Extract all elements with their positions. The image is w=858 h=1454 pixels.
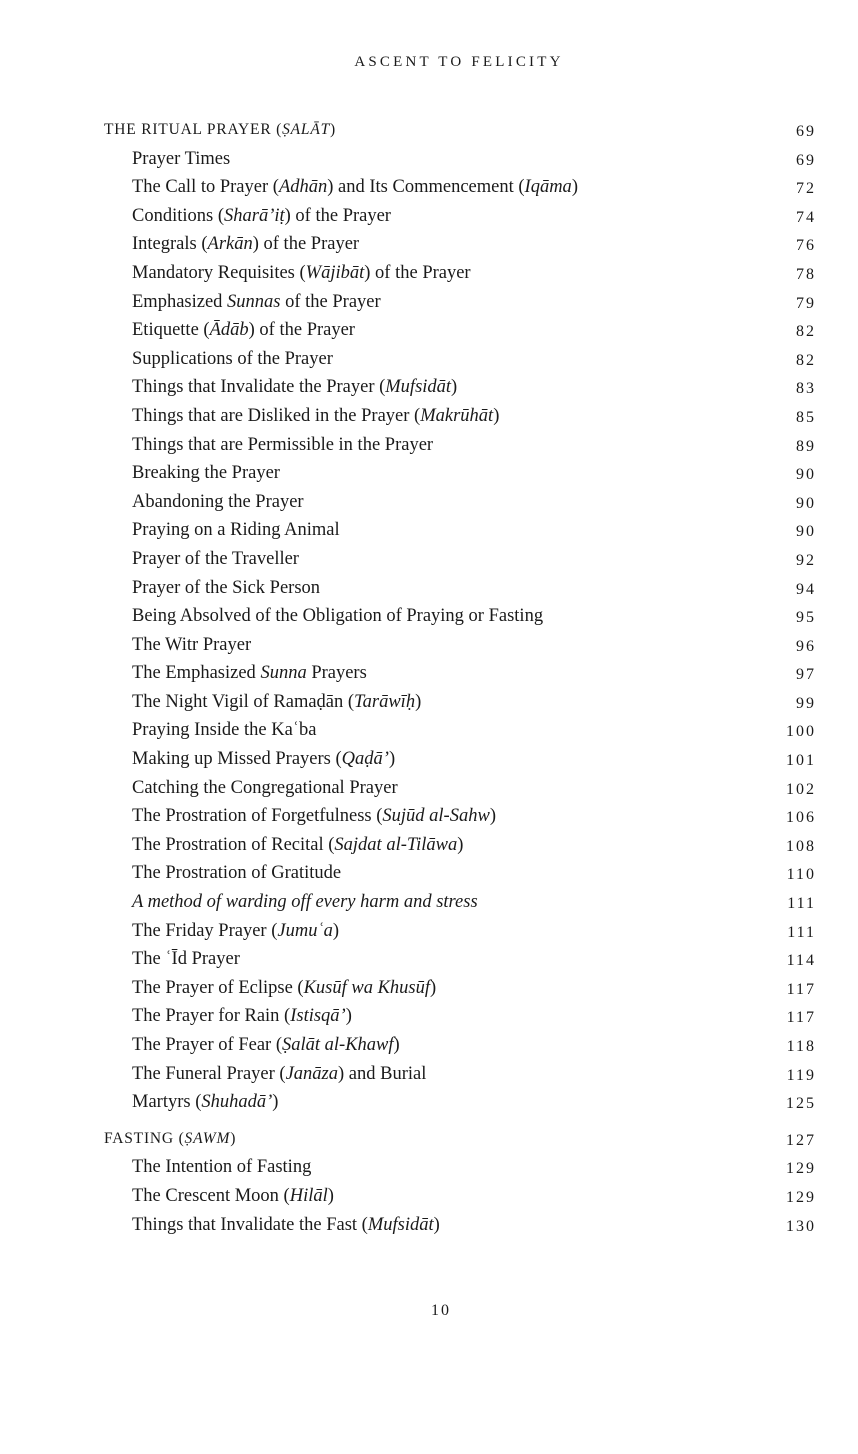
toc-page-number: 130 [786,1217,816,1235]
italic-term: Sunna [260,663,307,684]
toc-entry [104,574,816,603]
toc-page-number: 90 [796,523,816,541]
title-text: ) [393,1035,400,1055]
toc-entry [104,516,816,545]
italic-term: ṢAWM [184,1129,231,1147]
title-text: ) [330,121,336,138]
title-text: ) [433,1214,440,1235]
title-text: ) [430,977,437,998]
toc-entry-title [132,230,359,259]
toc-page-number: 117 [786,1009,816,1027]
title-text: ) [272,1092,279,1113]
italic-term: Istisqā’ [290,1006,346,1027]
italic-term: Mufsidāt [385,377,452,398]
title-text: ) of the Prayer [364,262,471,283]
toc-page-number: 114 [786,952,816,970]
toc-page-number: 90 [796,494,816,512]
toc-page-number: 102 [786,780,816,798]
title-text: Things that are Permissible in the Prayer [132,434,434,455]
toc-page-number: 129 [786,1188,816,1206]
toc-page-number: 111 [787,895,816,913]
title-text: Things that Invalidate the Fast ( [132,1214,368,1235]
italic-term: Wājibāt [305,262,365,283]
title-text: ) [493,405,500,426]
toc-entry [104,716,816,745]
title-text: Martyrs ( [132,1092,202,1113]
italic-term: Tarāwīḥ [354,691,416,712]
title-text: The Funeral Prayer ( [132,1063,286,1084]
title-text: ) and Its Commencement ( [327,177,525,198]
toc-entry-title [132,1031,400,1060]
toc-entry-title [132,574,320,603]
title-text: ) [345,1006,352,1027]
toc-entry [104,945,816,974]
toc-entry-title [132,974,436,1003]
italic-term: Ṣalāt al-Khawf [282,1035,394,1055]
toc-entry [104,974,816,1003]
toc-page-number: 111 [787,923,816,941]
toc-entry-title [132,259,471,288]
toc-entry [104,316,816,345]
italic-term: Sunnas [227,291,281,312]
toc-page-number: 127 [786,1131,816,1149]
toc-page-number: 110 [786,866,816,884]
italic-term: Arkān [207,234,253,255]
toc-entry-title [132,316,355,345]
toc-page-number: 97 [796,666,816,684]
toc-entry [104,1153,816,1182]
title-text: Abandoning the Prayer [132,491,304,512]
toc-entry-title [132,859,341,888]
title-text: ) [415,691,422,712]
toc-page-number: 76 [796,237,816,255]
toc-entry [104,373,816,402]
toc-page-number: 89 [796,437,816,455]
toc-entry-title [132,945,240,974]
toc-entry-title [132,631,251,660]
toc-entry [104,1002,816,1031]
toc-entry [104,688,816,717]
toc-entry [104,917,816,946]
title-text: ) [230,1129,237,1147]
toc-page-number: 101 [786,752,816,770]
title-text: Integrals ( [132,234,208,255]
toc-entry-title [132,1182,334,1211]
toc-section-heading [104,1125,816,1154]
toc-entry-title [132,1153,311,1182]
italic-term: A method of warding off every harm and stress [132,892,478,913]
title-text: Catching the Congregational Prayer [132,777,398,798]
toc-entry [104,1088,816,1117]
title-text: ) [489,806,496,827]
toc-page-number: 83 [796,380,816,398]
title-text: ) [332,920,340,941]
title-text: The Prayer for Rain ( [132,1006,291,1027]
toc-entry [104,1182,816,1211]
italic-term: Jumuʿa [277,920,333,941]
toc-entry-title [132,774,398,803]
toc-entry-title [132,459,280,488]
toc-entry-title [132,1002,352,1031]
toc-page-number: 74 [796,208,816,226]
toc-entry-title [132,602,543,631]
toc-entry [104,288,816,317]
italic-term: Iqāma [524,177,572,198]
toc-entry [104,259,816,288]
toc-entry [104,631,816,660]
title-text: ) [388,749,396,770]
toc-entry [104,545,816,574]
toc-page-number: 99 [796,694,816,712]
italic-term: Mufsidāt [367,1214,434,1235]
title-text: THE RITUAL PRAYER ( [104,121,283,138]
toc-page-number: 108 [786,837,816,855]
toc-entry [104,145,816,174]
toc-entry-title [132,1211,440,1240]
toc-page-number: 96 [796,637,816,655]
title-text: Being Absolved of the Obligation of Praying or Fasting [132,606,544,627]
toc-page-number: 119 [786,1066,816,1084]
title-text: Praying Inside the Kaʿba [132,720,317,741]
running-head: ASCENT TO FELICITY [354,54,564,70]
title-text: Conditions ( [132,205,224,226]
title-text: Prayers [306,663,367,684]
toc-entry-title [104,116,336,145]
title-text: The Emphasized [132,663,261,684]
title-text: Breaking the Prayer [132,463,280,484]
italic-term: Sajdat al-Tilāwa [334,834,458,855]
toc-page-number: 72 [796,180,816,198]
italic-term: Qaḍā’ [341,749,389,770]
toc-entry [104,173,816,202]
title-text: Prayer Times [132,148,231,169]
toc-entry [104,1060,816,1089]
title-text: ) [571,177,578,198]
title-text: The Prayer of Eclipse ( [132,977,304,998]
toc-entry-title [132,145,230,174]
title-text: ) of the Prayer [252,234,360,255]
title-text: The Prostration of Forgetfulness ( [132,806,383,827]
title-text: of the Prayer [280,291,381,312]
title-text: The Intention of Fasting [132,1157,312,1178]
italic-term: Sujūd al-Sahw [382,806,490,827]
page-number: 10 [431,1302,451,1319]
toc-entry-title [132,402,499,431]
title-text: The Night Vigil of Ramaḍān ( [132,691,355,712]
toc-page-number: 85 [796,408,816,426]
italic-term: Ādāb [209,320,249,341]
toc-entry-title [132,716,316,745]
title-text: ) [457,834,464,855]
toc-entry-title [132,173,578,202]
toc-entry [104,745,816,774]
toc-entry-title [132,488,304,517]
toc-entry [104,459,816,488]
italic-term: Hilāl [289,1185,328,1206]
toc-entry-title [132,888,478,917]
title-text: The Crescent Moon ( [132,1185,290,1206]
toc-entry-title [132,688,421,717]
title-text: The Prostration of Gratitude [132,863,342,884]
italic-term: Kusūf wa Khusūf [303,977,431,998]
toc-entry-title [132,545,299,574]
toc-page-number: 95 [796,609,816,627]
toc-entry [104,888,816,917]
italic-term: Sharā’iṭ [224,205,285,226]
toc-entry [104,1211,816,1240]
toc-section-heading [104,116,816,145]
toc-entry-title [132,917,339,946]
toc-entry [104,431,816,460]
title-text: ) [451,377,458,398]
toc-page-number: 69 [796,123,816,140]
italic-term: Adhān [278,177,328,198]
italic-term: Makrūhāt [420,405,494,426]
toc-page-number: 129 [786,1160,816,1178]
toc-entry-title [132,345,333,374]
toc-entry-title [132,431,433,460]
toc-entry [104,1031,816,1060]
italic-term: ṢALĀT [282,121,331,138]
toc-entry [104,802,816,831]
toc-entry-title [132,516,340,545]
toc-page-number: 90 [796,466,816,484]
toc-page-number: 106 [786,809,816,827]
title-text: ) of the Prayer [248,320,355,341]
toc-page-number: 79 [796,294,816,312]
toc-entry-title [132,745,395,774]
title-text: ) [327,1185,334,1206]
toc-page-number: 117 [786,980,816,998]
toc-entry [104,230,816,259]
title-text: ) of the Prayer [284,205,391,226]
title-text: The Call to Prayer ( [132,177,279,198]
toc-entry-title [132,1060,426,1089]
title-text: Things that are Disliked in the Prayer ( [132,405,421,426]
title-text: The Prostration of Recital ( [132,834,335,855]
title-text: Praying on a Riding Animal [132,520,340,541]
toc-entry-title [132,831,463,860]
title-text: FASTING ( [104,1129,185,1147]
title-text: Emphasized [132,291,228,312]
table-of-contents [104,116,816,1239]
toc-page-number: 100 [786,723,816,741]
title-text: The Witr Prayer [132,634,252,655]
toc-page-number: 125 [786,1095,816,1113]
title-text: Etiquette ( [132,320,210,341]
toc-entry [104,402,816,431]
toc-entry [104,202,816,231]
toc-page-number: 82 [796,351,816,369]
italic-term: Janāza [285,1063,339,1084]
toc-page-number: 118 [786,1038,816,1055]
toc-entry-title [132,659,367,688]
toc-entry [104,345,816,374]
title-text: Prayer of the Sick Person [132,577,321,598]
title-text: Supplications of the Prayer [132,348,333,369]
toc-entry-title [132,802,496,831]
italic-term: Shuhadā’ [201,1092,273,1113]
toc-page-number: 94 [796,580,816,598]
title-text: Prayer of the Traveller [132,548,299,569]
toc-page-number: 92 [796,551,816,569]
toc-page-number: 82 [796,323,816,341]
toc-entry-title [132,288,381,317]
title-text: The ʿĪd Prayer [132,949,240,970]
title-text: ) and Burial [338,1063,427,1084]
toc-entry-title [132,202,391,231]
title-text: Things that Invalidate the Prayer ( [132,377,386,398]
toc-entry-title [132,373,457,402]
toc-entry-title [132,1088,278,1117]
toc-page-number: 69 [796,151,816,169]
title-text: Making up Missed Prayers ( [132,749,342,770]
toc-entry-title [104,1125,236,1154]
title-text: Mandatory Requisites ( [132,262,306,283]
title-text: The Prayer of Fear ( [132,1035,282,1055]
toc-entry [104,831,816,860]
toc-entry [104,659,816,688]
toc-entry [104,602,816,631]
toc-entry [104,859,816,888]
toc-entry [104,774,816,803]
toc-page-number: 78 [796,265,816,283]
title-text: The Friday Prayer ( [132,920,278,941]
toc-entry [104,488,816,517]
